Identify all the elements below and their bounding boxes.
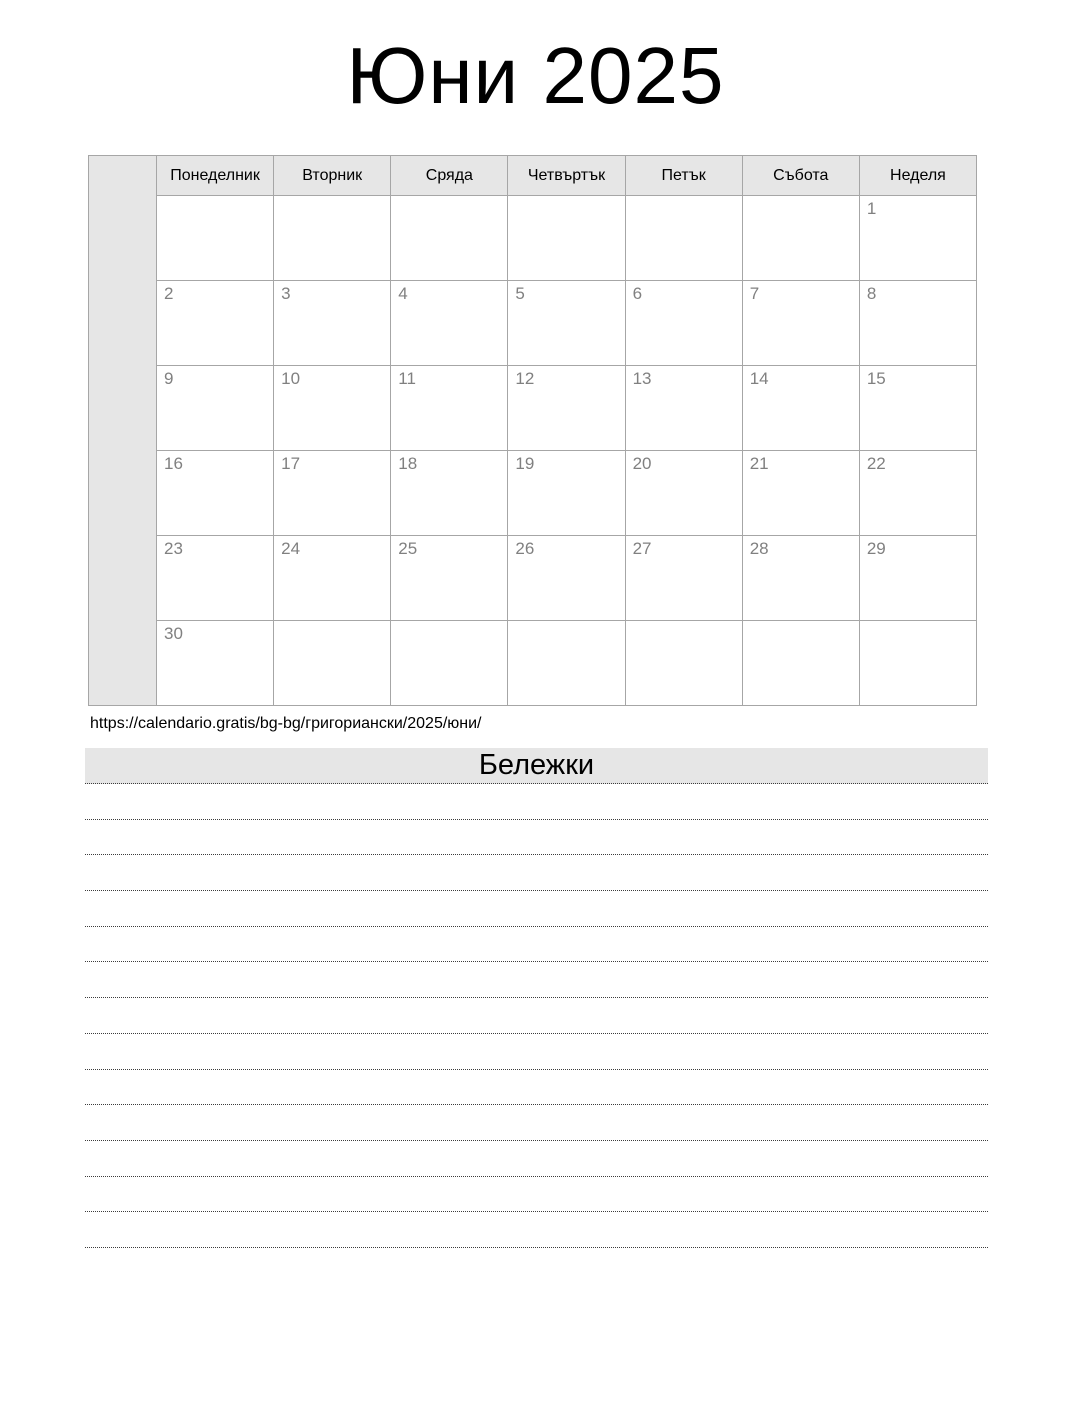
day-number: 26	[515, 539, 535, 558]
day-cell-29	[859, 536, 976, 621]
day-cell-15	[859, 366, 976, 451]
day-cell-empty	[625, 196, 742, 281]
day-cell-empty	[274, 196, 391, 281]
day-cell-12	[508, 366, 625, 451]
notes-ruled-line	[85, 1034, 988, 1070]
weekday-header-monday: Понеделник	[157, 156, 274, 196]
day-number	[508, 631, 515, 634]
source-url-text: https://calendario.gratis/bg-bg/григориански/2025/юни/	[90, 715, 482, 732]
day-number: 3	[281, 284, 291, 303]
notes-ruled-line	[85, 855, 988, 891]
weekday-header-row	[89, 156, 977, 196]
notes-ruled-line	[85, 998, 988, 1034]
day-number	[860, 631, 867, 634]
day-cell-27	[625, 536, 742, 621]
day-number	[626, 631, 633, 634]
day-cell-1	[859, 196, 976, 281]
day-number: 29	[866, 539, 886, 558]
notes-ruled-line	[85, 891, 988, 927]
calendar-week-row	[89, 196, 977, 281]
day-number: 13	[632, 369, 652, 388]
day-number: 9	[164, 369, 174, 388]
day-number: 20	[632, 454, 652, 473]
weekday-header-tuesday: Вторник	[274, 156, 391, 196]
weekday-header-sunday: Неделя	[859, 156, 976, 196]
notes-ruled-line	[85, 1212, 988, 1248]
day-number: 27	[632, 539, 652, 558]
day-number: 15	[866, 369, 886, 388]
day-number: 6	[632, 284, 643, 303]
calendar-body	[89, 156, 977, 706]
day-number: 25	[398, 539, 418, 558]
day-cell-18	[391, 451, 508, 536]
calendar-week-row	[89, 621, 977, 706]
notes-ruled-line	[85, 820, 988, 856]
day-cell-24	[274, 536, 391, 621]
day-number: 7	[749, 284, 760, 303]
day-number: 24	[281, 539, 301, 558]
day-cell-empty	[625, 621, 742, 706]
day-number: 22	[866, 454, 886, 473]
day-cell-empty	[157, 196, 274, 281]
day-cell-22	[859, 451, 976, 536]
day-cell-20	[625, 451, 742, 536]
notes-ruled-line	[85, 1070, 988, 1106]
day-cell-14	[742, 366, 859, 451]
page-title: Юни 2025	[346, 31, 725, 120]
day-cell-23	[157, 536, 274, 621]
day-number: 18	[398, 454, 418, 473]
notes-ruled-line	[85, 1177, 988, 1213]
day-cell-9	[157, 366, 274, 451]
day-cell-26	[508, 536, 625, 621]
notes-ruled-line	[85, 784, 988, 820]
day-cell-2	[157, 281, 274, 366]
day-cell-empty	[391, 621, 508, 706]
calendar-left-margin-strip	[89, 156, 157, 706]
day-number: 1	[866, 199, 877, 218]
day-number: 10	[281, 369, 301, 388]
day-number	[391, 631, 398, 634]
day-cell-17	[274, 451, 391, 536]
calendar-week-row	[89, 281, 977, 366]
day-cell-19	[508, 451, 625, 536]
day-number	[274, 206, 281, 209]
day-cell-empty	[508, 621, 625, 706]
notes-ruled-line	[85, 1105, 988, 1141]
notes-section	[85, 748, 988, 1248]
day-cell-21	[742, 451, 859, 536]
day-number	[626, 206, 633, 209]
day-cell-11	[391, 366, 508, 451]
calendar-week-row	[89, 366, 977, 451]
day-number: 8	[866, 284, 877, 303]
day-cell-7	[742, 281, 859, 366]
notes-ruled-line	[85, 927, 988, 963]
day-number	[274, 631, 281, 634]
day-cell-10	[274, 366, 391, 451]
day-cell-13	[625, 366, 742, 451]
day-number: 2	[164, 284, 174, 303]
day-number	[508, 206, 515, 209]
weekday-header-saturday: Събота	[742, 156, 859, 196]
day-cell-28	[742, 536, 859, 621]
calendar-week-row	[89, 536, 977, 621]
day-cell-empty	[391, 196, 508, 281]
day-number	[157, 206, 164, 209]
day-cell-25	[391, 536, 508, 621]
day-cell-8	[859, 281, 976, 366]
day-number	[391, 206, 398, 209]
day-cell-empty	[742, 196, 859, 281]
day-number: 12	[515, 369, 535, 388]
notes-ruled-line	[85, 962, 988, 998]
day-cell-empty	[859, 621, 976, 706]
day-number: 11	[398, 369, 416, 388]
calendar-week-row	[89, 451, 977, 536]
day-number: 19	[515, 454, 535, 473]
day-number: 16	[164, 454, 183, 473]
day-number: 14	[749, 369, 769, 388]
day-cell-4	[391, 281, 508, 366]
weekday-header-friday: Петък	[625, 156, 742, 196]
day-number: 5	[515, 284, 525, 303]
day-cell-6	[625, 281, 742, 366]
notes-lines	[85, 784, 988, 1248]
calendar-table	[88, 155, 977, 706]
notes-ruled-line	[85, 1141, 988, 1177]
day-number	[743, 206, 750, 209]
weekday-header-wednesday: Сряда	[391, 156, 508, 196]
day-number	[743, 631, 750, 634]
day-cell-5	[508, 281, 625, 366]
day-cell-empty	[274, 621, 391, 706]
day-number: 23	[164, 539, 183, 558]
notes-section-title: Бележки	[85, 748, 988, 784]
day-cell-empty	[508, 196, 625, 281]
day-cell-empty	[742, 621, 859, 706]
day-number: 21	[749, 454, 769, 473]
day-number: 17	[281, 454, 301, 473]
day-cell-30	[157, 621, 274, 706]
day-number: 4	[398, 284, 408, 303]
weekday-header-thursday: Четвъртък	[508, 156, 625, 196]
day-number: 30	[164, 624, 183, 643]
day-cell-16	[157, 451, 274, 536]
day-cell-3	[274, 281, 391, 366]
day-number: 28	[749, 539, 769, 558]
